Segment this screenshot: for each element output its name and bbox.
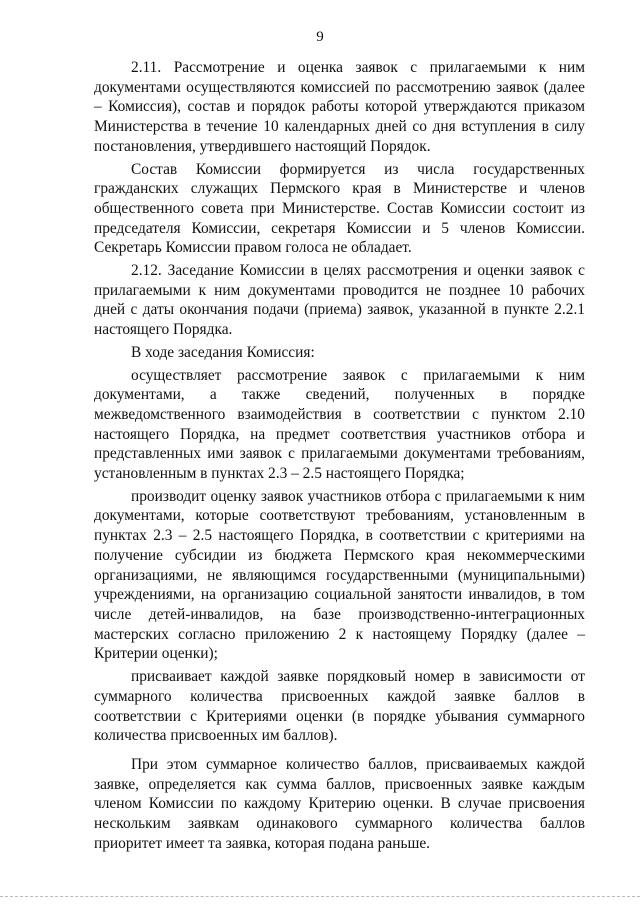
page-number: 9 — [316, 29, 324, 45]
page-bottom-edge — [0, 896, 640, 897]
paragraph-evaluate-applications: производит оценку заявок участников отбора с прилагаемыми к ним документами, которые соответствуют требованиям, установленным в пунктах 2.3 – 2.5 настоящего Порядка, в соответствии с критериями на получение субсидии из бюджета Пермского края некоммерческими организациями, не являющимся государственными (муниципальными) учреждениями, на организацию социальной занятости инвалидов, в том числе детей-инвалидов, на базе производственно-интеграционных мастерских согласно приложению 2 к настоящему Порядку (далее – Критерии оценки); — [94, 487, 585, 663]
paragraph-2-12: 2.12. Заседание Комиссии в целях рассмотрения и оценки заявок с прилагаемыми к ним документами проводится не позднее 10 рабочих дней с даты окончания подачи (приема) заявок, указанной в пункте 2.2.1 настоящего Порядка. — [94, 262, 585, 339]
paragraph-2-11: 2.11. Рассмотрение и оценка заявок с прилагаемыми к ним документами осуществляются комиссией по рассмотрению заявок (далее – Комиссия), состав и порядок работы которой утверждаются приказом Министерства в течение 10 календарных дней со дня вступления в силу постановления, утвердившего настоящий Порядок. — [94, 59, 585, 155]
paragraph-meeting-intro: В ходе заседания Комиссия: — [131, 343, 315, 361]
paragraph-assign-number: присваивает каждой заявке порядковый номер в зависимости от суммарного количества присвоенных каждой заявке баллов в соответствии с Критериями оценки (в порядке убывания суммарного количества присвоенных им баллов). — [94, 668, 585, 745]
paragraph-review-applications: осуществляет рассмотрение заявок с прилагаемыми к ним документами, а также сведений, полученных в порядке межведомственного взаимодействия в соответствии с пунктом 2.10 настоящего Порядка, на предмет соответствия участников отбора и представленных ими заявок с прилагаемыми документами требованиям, установленным в пунктах 2.3 – 2.5 настоящего Порядка; — [94, 366, 585, 483]
paragraph-commission-composition: Состав Комиссии формируется из числа государственных гражданских служащих Пермского края в Министерстве и членов общественного совета при Министерстве. Состав Комиссии состоит из председателя Комиссии, секретаря Комиссии и 5 членов Комиссии. Секретарь Комиссии правом голоса не обладает. — [94, 160, 585, 257]
document-body — [94, 58, 585, 853]
paragraph-score-sum: При этом суммарное количество баллов, присваиваемых каждой заявке, определяется как сумма баллов, присвоенных заявке каждым членом Комиссии по каждому Критерию оценки. В случае присвоения нескольким заявкам одинакового суммарного количества баллов приоритет имеет та заявка, которая подана раньше. — [94, 755, 585, 852]
